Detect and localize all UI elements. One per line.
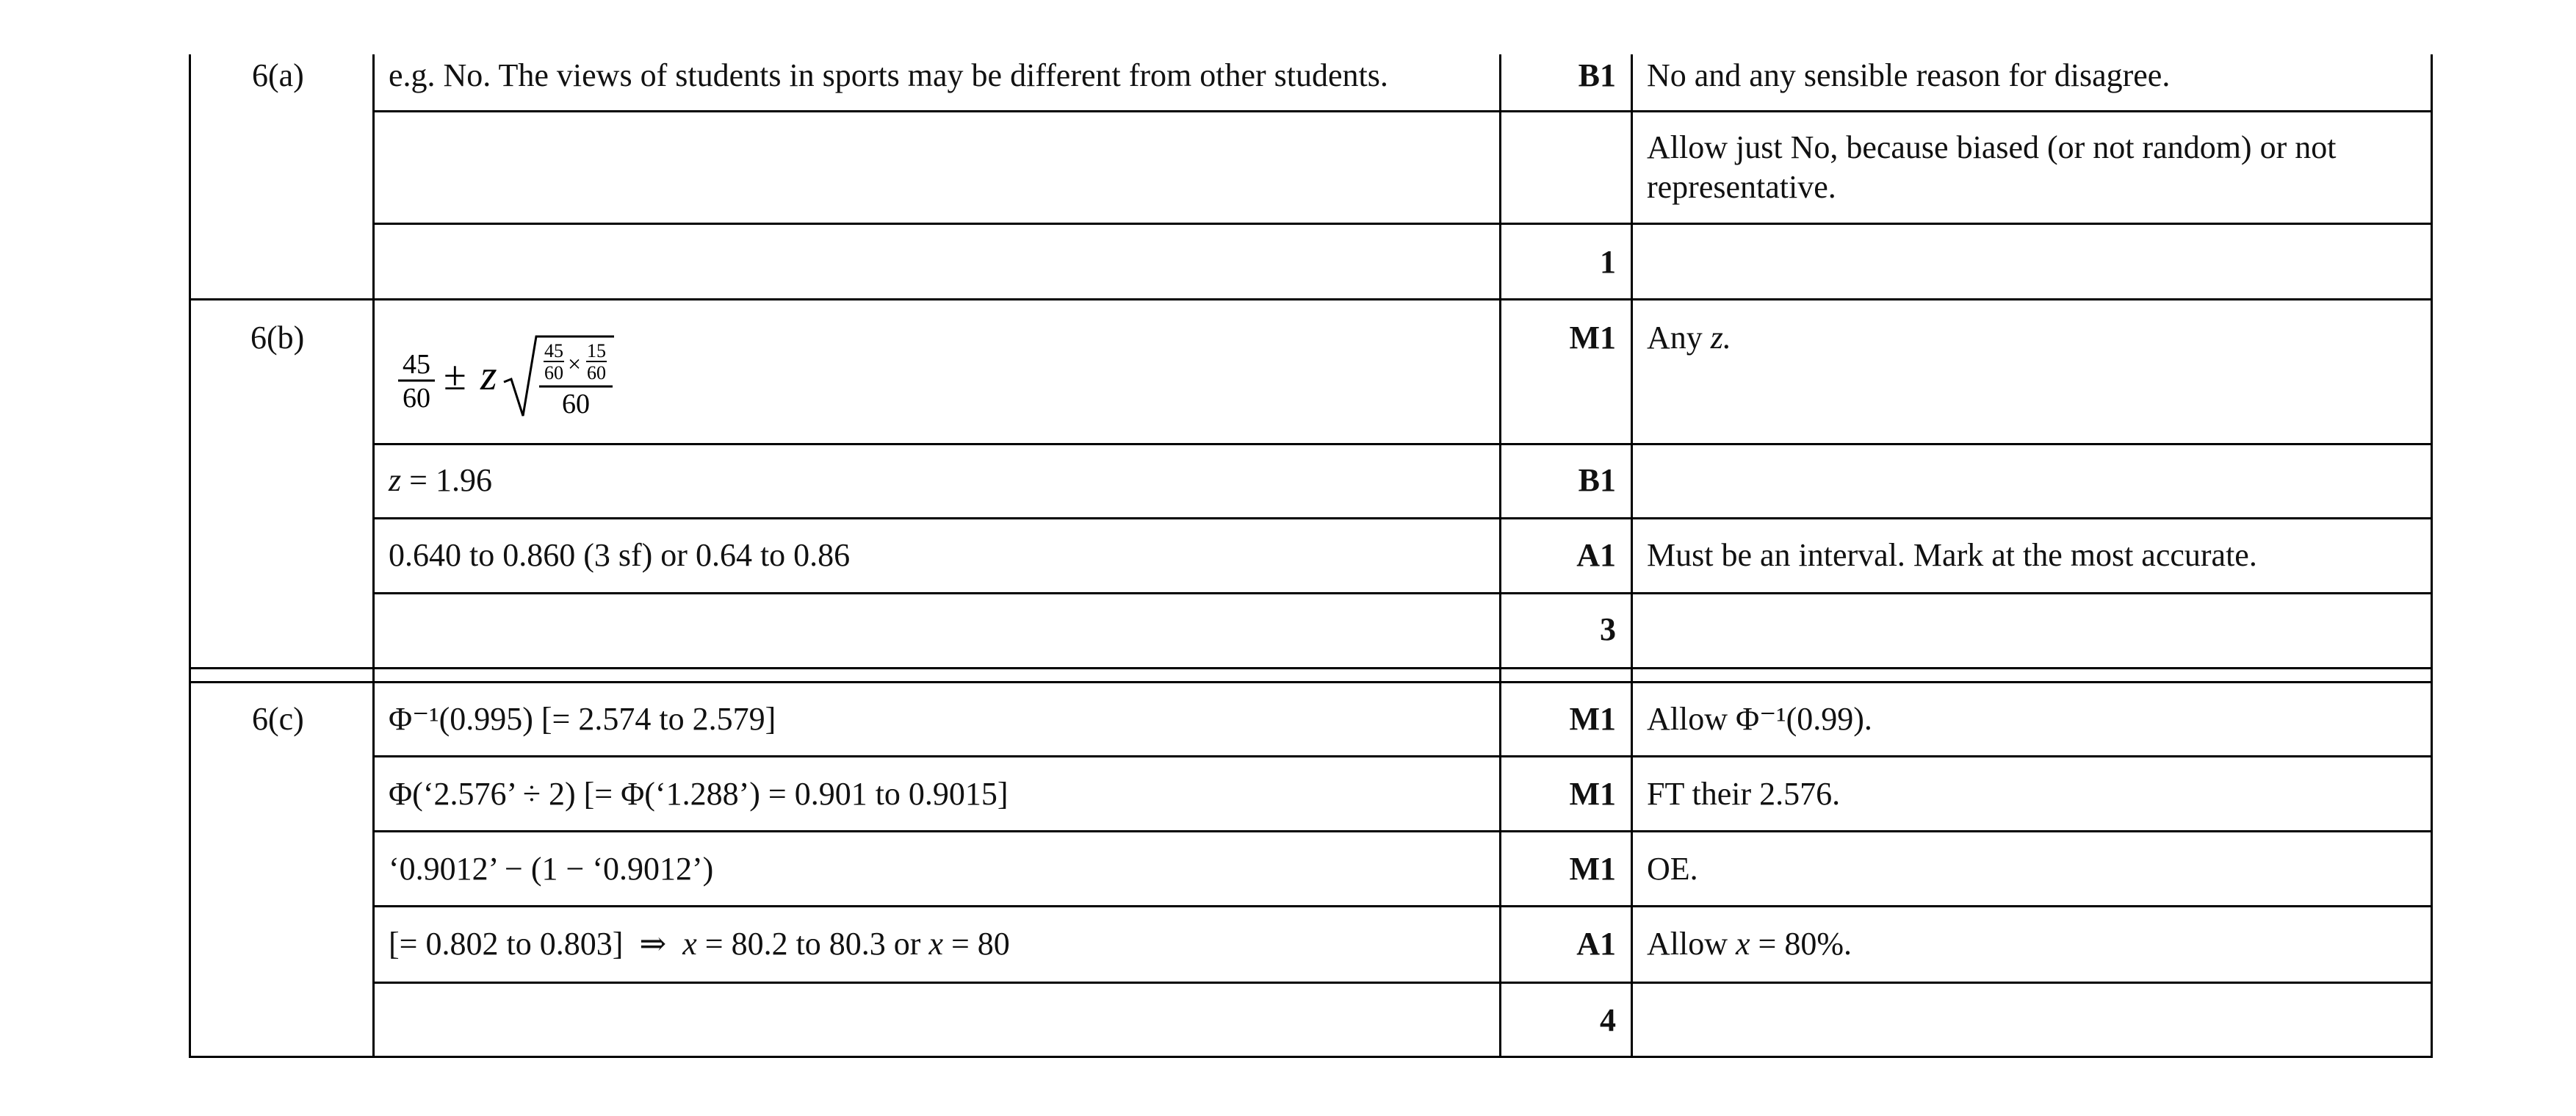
section-gap-bottom xyxy=(189,681,2433,683)
guidance-6c-4-x: x xyxy=(1736,926,1750,962)
answer-6c-2: Φ(‘2.576’ ÷ 2) [= Φ(‘1.288’) = 0.901 to 0.9015] xyxy=(389,776,1009,812)
formula-6b xyxy=(394,329,629,425)
formula-z: z xyxy=(480,351,497,399)
answer-6c-4-x1: x xyxy=(682,926,697,962)
table-divider-col1 xyxy=(372,54,375,1058)
confidence-interval-formula xyxy=(394,329,629,425)
guidance-6a-1: No and any sensible reason for disagree. xyxy=(1647,57,2171,93)
row-divider xyxy=(372,755,2433,757)
guidance-6c-4-b: = 80%. xyxy=(1750,926,1852,962)
guidance-6b-1 xyxy=(1647,318,1731,358)
mark-6b-a1: A1 xyxy=(1576,537,1616,573)
guidance-6b-3: Must be an interval. Mark at the most accurate. xyxy=(1647,537,2257,573)
guidance-6c-1: Allow Φ⁻¹(0.99). xyxy=(1647,701,1872,737)
guidance-6c-4 xyxy=(1647,924,1852,964)
answer-6c-1: Φ⁻¹(0.995) [= 2.574 to 2.579] xyxy=(389,701,776,737)
answer-6c-4-a: [= 0.802 to 0.803] ⇒ xyxy=(389,926,683,962)
total-6a: 1 xyxy=(1600,244,1616,280)
table-divider-col3 xyxy=(1631,54,1633,1058)
guidance-6c-2: FT their 2.576. xyxy=(1647,776,1841,812)
row-divider xyxy=(372,443,2433,445)
answer-6c-4-x2: x xyxy=(928,926,943,962)
mark-6c-m1-a: M1 xyxy=(1569,701,1616,737)
question-label-6c: 6(c) xyxy=(252,701,304,737)
answer-6b-z-text: = 1.96 xyxy=(401,462,492,498)
row-divider xyxy=(372,517,2433,519)
formula-inner-b: 15 xyxy=(587,340,606,361)
row-divider xyxy=(372,982,2433,984)
row-divider xyxy=(372,110,2433,112)
formula-inner-a-den: 60 xyxy=(544,362,563,384)
question-label-6a: 6(a) xyxy=(252,57,304,93)
mark-6c-m1-b: M1 xyxy=(1569,776,1616,812)
formula-den: 60 xyxy=(403,383,430,414)
guidance-6b-1-text: Any xyxy=(1647,320,1711,356)
guidance-6c-3: OE. xyxy=(1647,851,1698,887)
formula-inner-b-den: 60 xyxy=(587,362,606,384)
answer-6c-4-c: = 80 xyxy=(942,926,1010,962)
table-border-bottom xyxy=(189,1056,2433,1058)
row-divider xyxy=(189,298,2433,300)
mark-6a-b1: B1 xyxy=(1578,57,1616,93)
table-border-left xyxy=(189,54,191,1058)
table-divider-col2 xyxy=(1499,54,1501,1058)
mark-6c-a1: A1 xyxy=(1576,926,1616,962)
table-border-right xyxy=(2431,54,2433,1058)
row-divider xyxy=(372,905,2433,907)
question-label-6b: 6(b) xyxy=(250,320,305,356)
total-6c: 4 xyxy=(1600,1002,1616,1038)
answer-6b-z-var: z xyxy=(389,462,402,498)
row-divider xyxy=(372,223,2433,225)
mark-6b-m1: M1 xyxy=(1569,320,1616,356)
formula-num: 45 xyxy=(403,349,430,380)
formula-outer-den: 60 xyxy=(562,389,590,420)
section-gap-top xyxy=(189,667,2433,669)
formula-inner-a: 45 xyxy=(544,340,563,361)
row-divider xyxy=(372,592,2433,594)
guidance-6c-4-a: Allow xyxy=(1647,926,1736,962)
guidance-6a-2: Allow just No, because biased (or not random) or not representative. xyxy=(1647,129,2337,205)
answer-6c-3: ‘0.9012’ − (1 − ‘0.9012’) xyxy=(389,851,714,887)
total-6b: 3 xyxy=(1600,611,1616,647)
answer-6b-interval: 0.640 to 0.860 (3 sf) or 0.64 to 0.86 xyxy=(389,537,851,573)
formula-times: × xyxy=(567,350,582,377)
formula-pm: ± xyxy=(444,353,466,399)
row-divider xyxy=(372,830,2433,832)
guidance-6b-1-var: z. xyxy=(1710,320,1731,356)
answer-6a: e.g. No. The views of students in sports may be different from other students. xyxy=(389,57,1388,93)
mark-6c-m1-c: M1 xyxy=(1569,851,1616,887)
answer-6c-4 xyxy=(389,924,1010,964)
answer-6c-4-b: = 80.2 to 80.3 or xyxy=(696,926,929,962)
mark-6b-b1: B1 xyxy=(1578,462,1616,498)
answer-6b-z xyxy=(389,461,492,500)
